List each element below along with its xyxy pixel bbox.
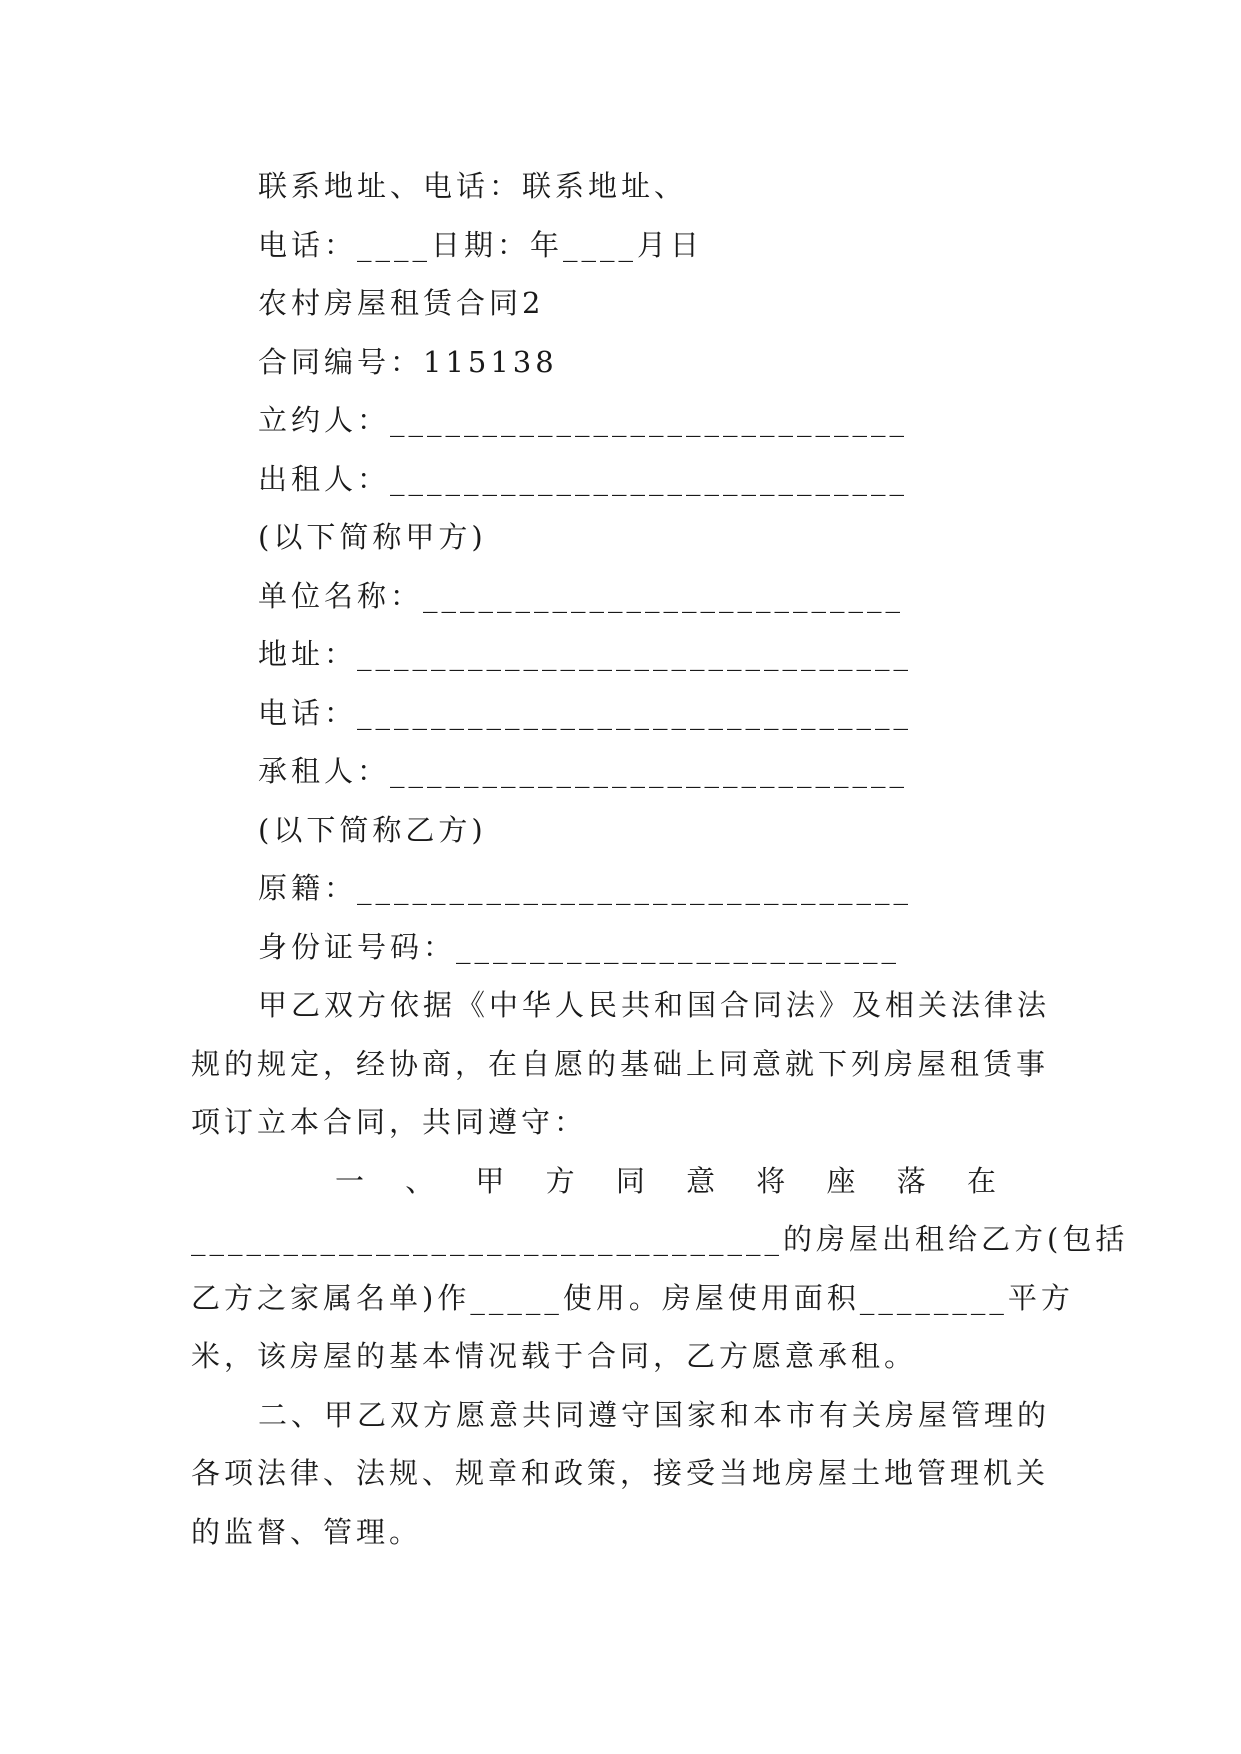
party-field-contractor: 立约人：____________________________ xyxy=(258,403,909,437)
party-b-note: (以下简称乙方) xyxy=(258,813,487,847)
party-field-lessee: 承租人：____________________________ xyxy=(258,754,909,788)
clause-2-line-2: 各项法律、法规、规章和政策，接受当地房屋土地管理机关 xyxy=(191,1456,1050,1490)
party-field-origin: 原籍：______________________________ xyxy=(258,871,913,905)
party-field-lessor: 出租人：____________________________ xyxy=(258,462,909,496)
phone-date-line: 电话：____日期：年____月日 xyxy=(258,228,704,262)
paragraph-intro-line-1: 甲乙双方依据《中华人民共和国合同法》及相关法律法 xyxy=(258,988,1051,1022)
clause-1-line-4: 米，该房屋的基本情况载于合同，乙方愿意承租。 xyxy=(191,1339,918,1373)
paragraph-intro-line-2: 规的规定，经协商，在自愿的基础上同意就下列房屋租赁事 xyxy=(191,1047,1050,1081)
party-field-id-number: 身份证号码：________________________ xyxy=(258,930,901,964)
party-field-address: 地址：______________________________ xyxy=(258,637,913,671)
clause-1-line-2: ________________________________的房屋出租给乙方(包括 xyxy=(191,1222,1129,1256)
paragraph-intro-line-3: 项订立本合同，共同遵守： xyxy=(191,1105,588,1139)
party-a-note: (以下简称甲方) xyxy=(258,520,487,554)
party-field-phone: 电话：______________________________ xyxy=(258,696,913,730)
party-field-unit-name: 单位名称：__________________________ xyxy=(258,579,905,613)
clause-2-line-3: 的监督、管理。 xyxy=(191,1515,423,1549)
clause-2-line-1: 二、甲乙双方愿意共同遵守国家和本市有关房屋管理的 xyxy=(258,1398,1051,1432)
contract-title: 农村房屋租赁合同2 xyxy=(258,286,545,320)
contact-address-phone-line: 联系地址、电话：联系地址、 xyxy=(258,169,688,203)
clause-1-line-1: 一 、 甲 方 同 意 将 座 落 在 xyxy=(335,1164,1012,1198)
contract-number: 合同编号：115138 xyxy=(258,345,558,379)
clause-1-line-3: 乙方之家属名单)作_____使用。房屋使用面积________平方 xyxy=(191,1281,1074,1315)
